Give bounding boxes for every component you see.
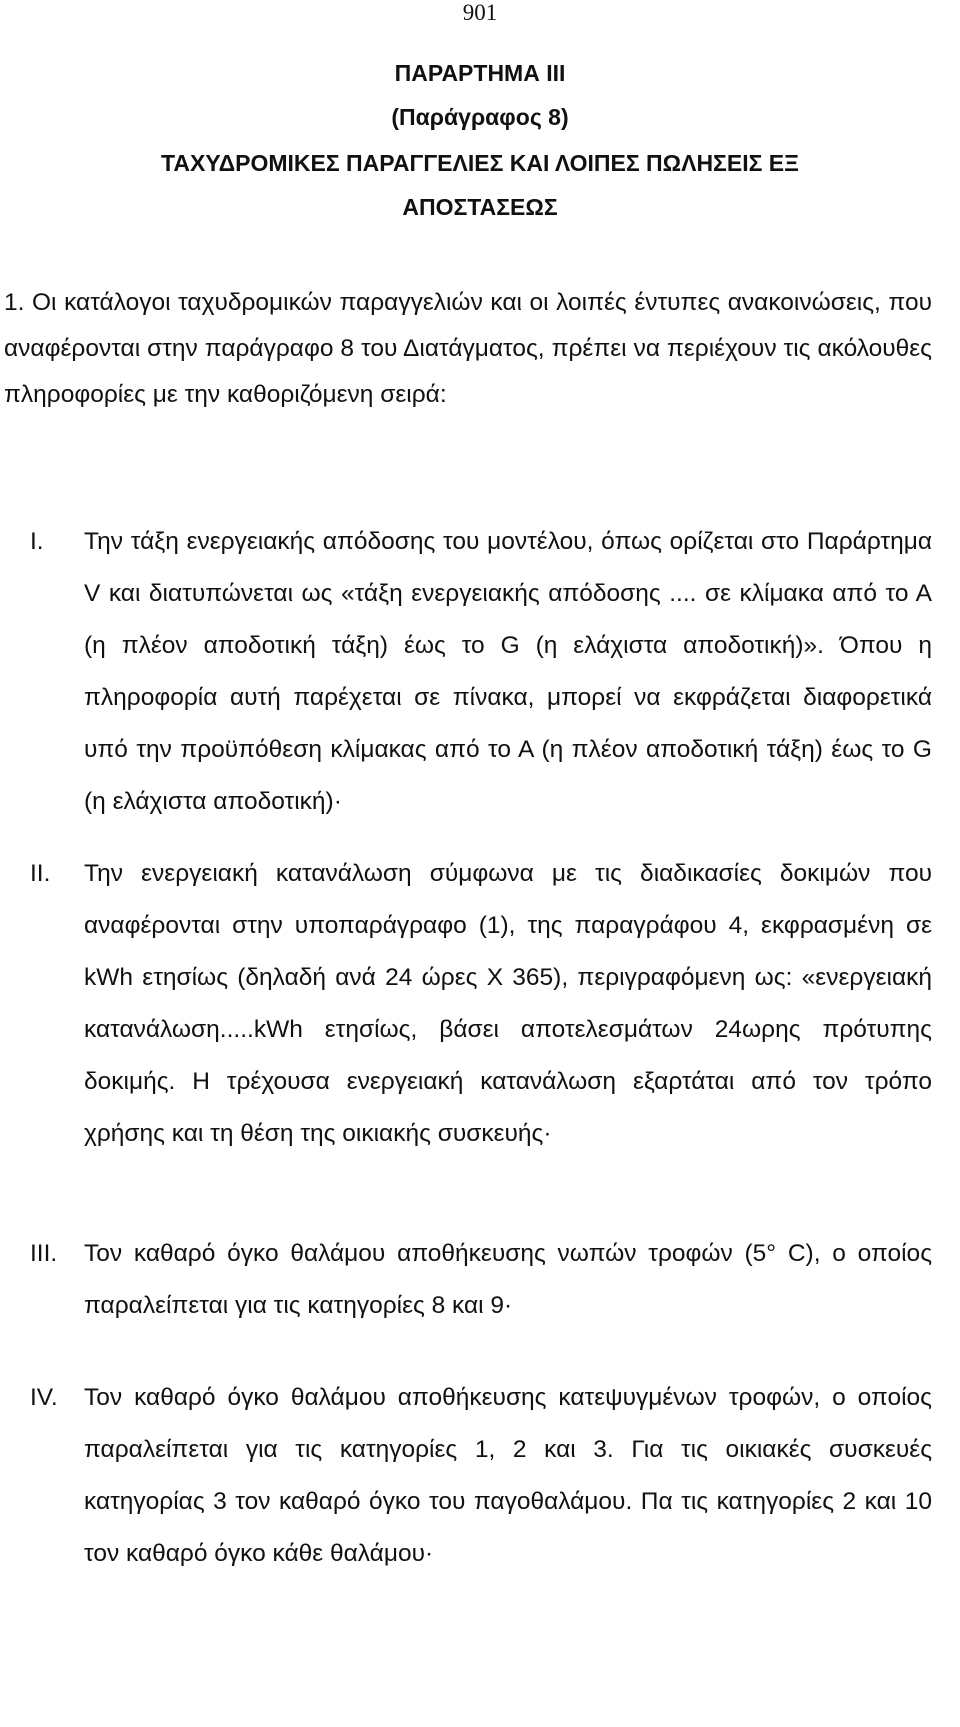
intro-paragraph: 1. Οι κατάλογοι ταχυδρομικών παραγγελιών και οι λοιπές έντυπες ανακοινώσεις, που αναφέρονται στην παράγραφο 8 του Διατάγματος, πρέπει να περιέχουν τις ακόλουθες πληροφορίες με την καθοριζόμενη σειρά: (4, 289, 932, 408)
list-item (0, 848, 932, 1160)
item-text: Τον καθαρό όγκο θαλάμου αποθήκευσης κατεψυγμένων τροφών, ο οποίος παραλείπεται για τις κατηγορίες 1, 2 και 3. Για τις οικιακές συσκευές κατηγορίας 3 τον καθαρό όγκο του παγοθαλάμου. Πα τις κατηγορίες 2 και 10 τον καθαρό όγκο κάθε θαλάμου· (84, 1384, 932, 1567)
paragraph-reference: (Παράγραφος 8) (391, 104, 569, 130)
list-item (0, 516, 932, 828)
item-text: Την ενεργειακή κατανάλωση σύμφωνα με τις διαδικασίες δοκιμών που αναφέρονται στην υποπαράγραφο (1), της παραγράφου 4, εκφρασμένη σε kWh ετησίως (δηλαδή ανά 24 ώρες Χ 365), περιγραφόμενη ως: «ενεργειακή κατανάλωση.....kWh ετησίως, βάσει αποτελεσμάτων 24ωρης πρότυπης δοκιμής. Η τρέχουσα ενεργειακή κατανάλωση εξαρτάται από τον τρόπο χρήσης και τη θέση της οικιακής συσκευής· (84, 860, 932, 1147)
item-number: II. (30, 860, 51, 887)
page-number: 901 (462, 0, 498, 25)
item-number: IV. (30, 1384, 58, 1411)
item-number: III. (30, 1240, 58, 1267)
list-item (0, 1372, 932, 1580)
list-item (0, 1228, 932, 1332)
section-title-line1: ΤΑΧΥΔΡΟΜΙΚΕΣ ΠΑΡΑΓΓΕΛΙΕΣ ΚΑΙ ΛΟΙΠΕΣ ΠΩΛΗΣΕΙΣ ΕΞ (161, 150, 799, 176)
item-text: Την τάξη ενεργειακής απόδοσης του μοντέλου, όπως ορίζεται στο Παράρτημα V και διατυπώνεται ως «τάξη ενεργειακής απόδοσης .... σε κλίμακα από το Α (η πλέον αποδοτική τάξη) έως το G (η ελάχιστα αποδοτική)». Όπου η πληροφορία αυτή παρέχεται σε πίνακα, μπορεί να εκφράζεται διαφορετικά υπό την προϋπόθεση κλίμακας από το Α (η πλέον αποδοτική τάξη) έως το G (η ελάχιστα αποδοτική)· (84, 528, 932, 815)
annex-title: ΠΑΡΑΡΤΗΜΑ III (394, 60, 566, 86)
section-title-line2: ΑΠΟΣΤΑΣΕΩΣ (402, 194, 558, 220)
item-text: Τον καθαρό όγκο θαλάμου αποθήκευσης νωπών τροφών (5° C), ο οποίος παραλείπεται για τις κατηγορίες 8 και 9· (84, 1240, 932, 1319)
item-number: I. (30, 528, 44, 555)
